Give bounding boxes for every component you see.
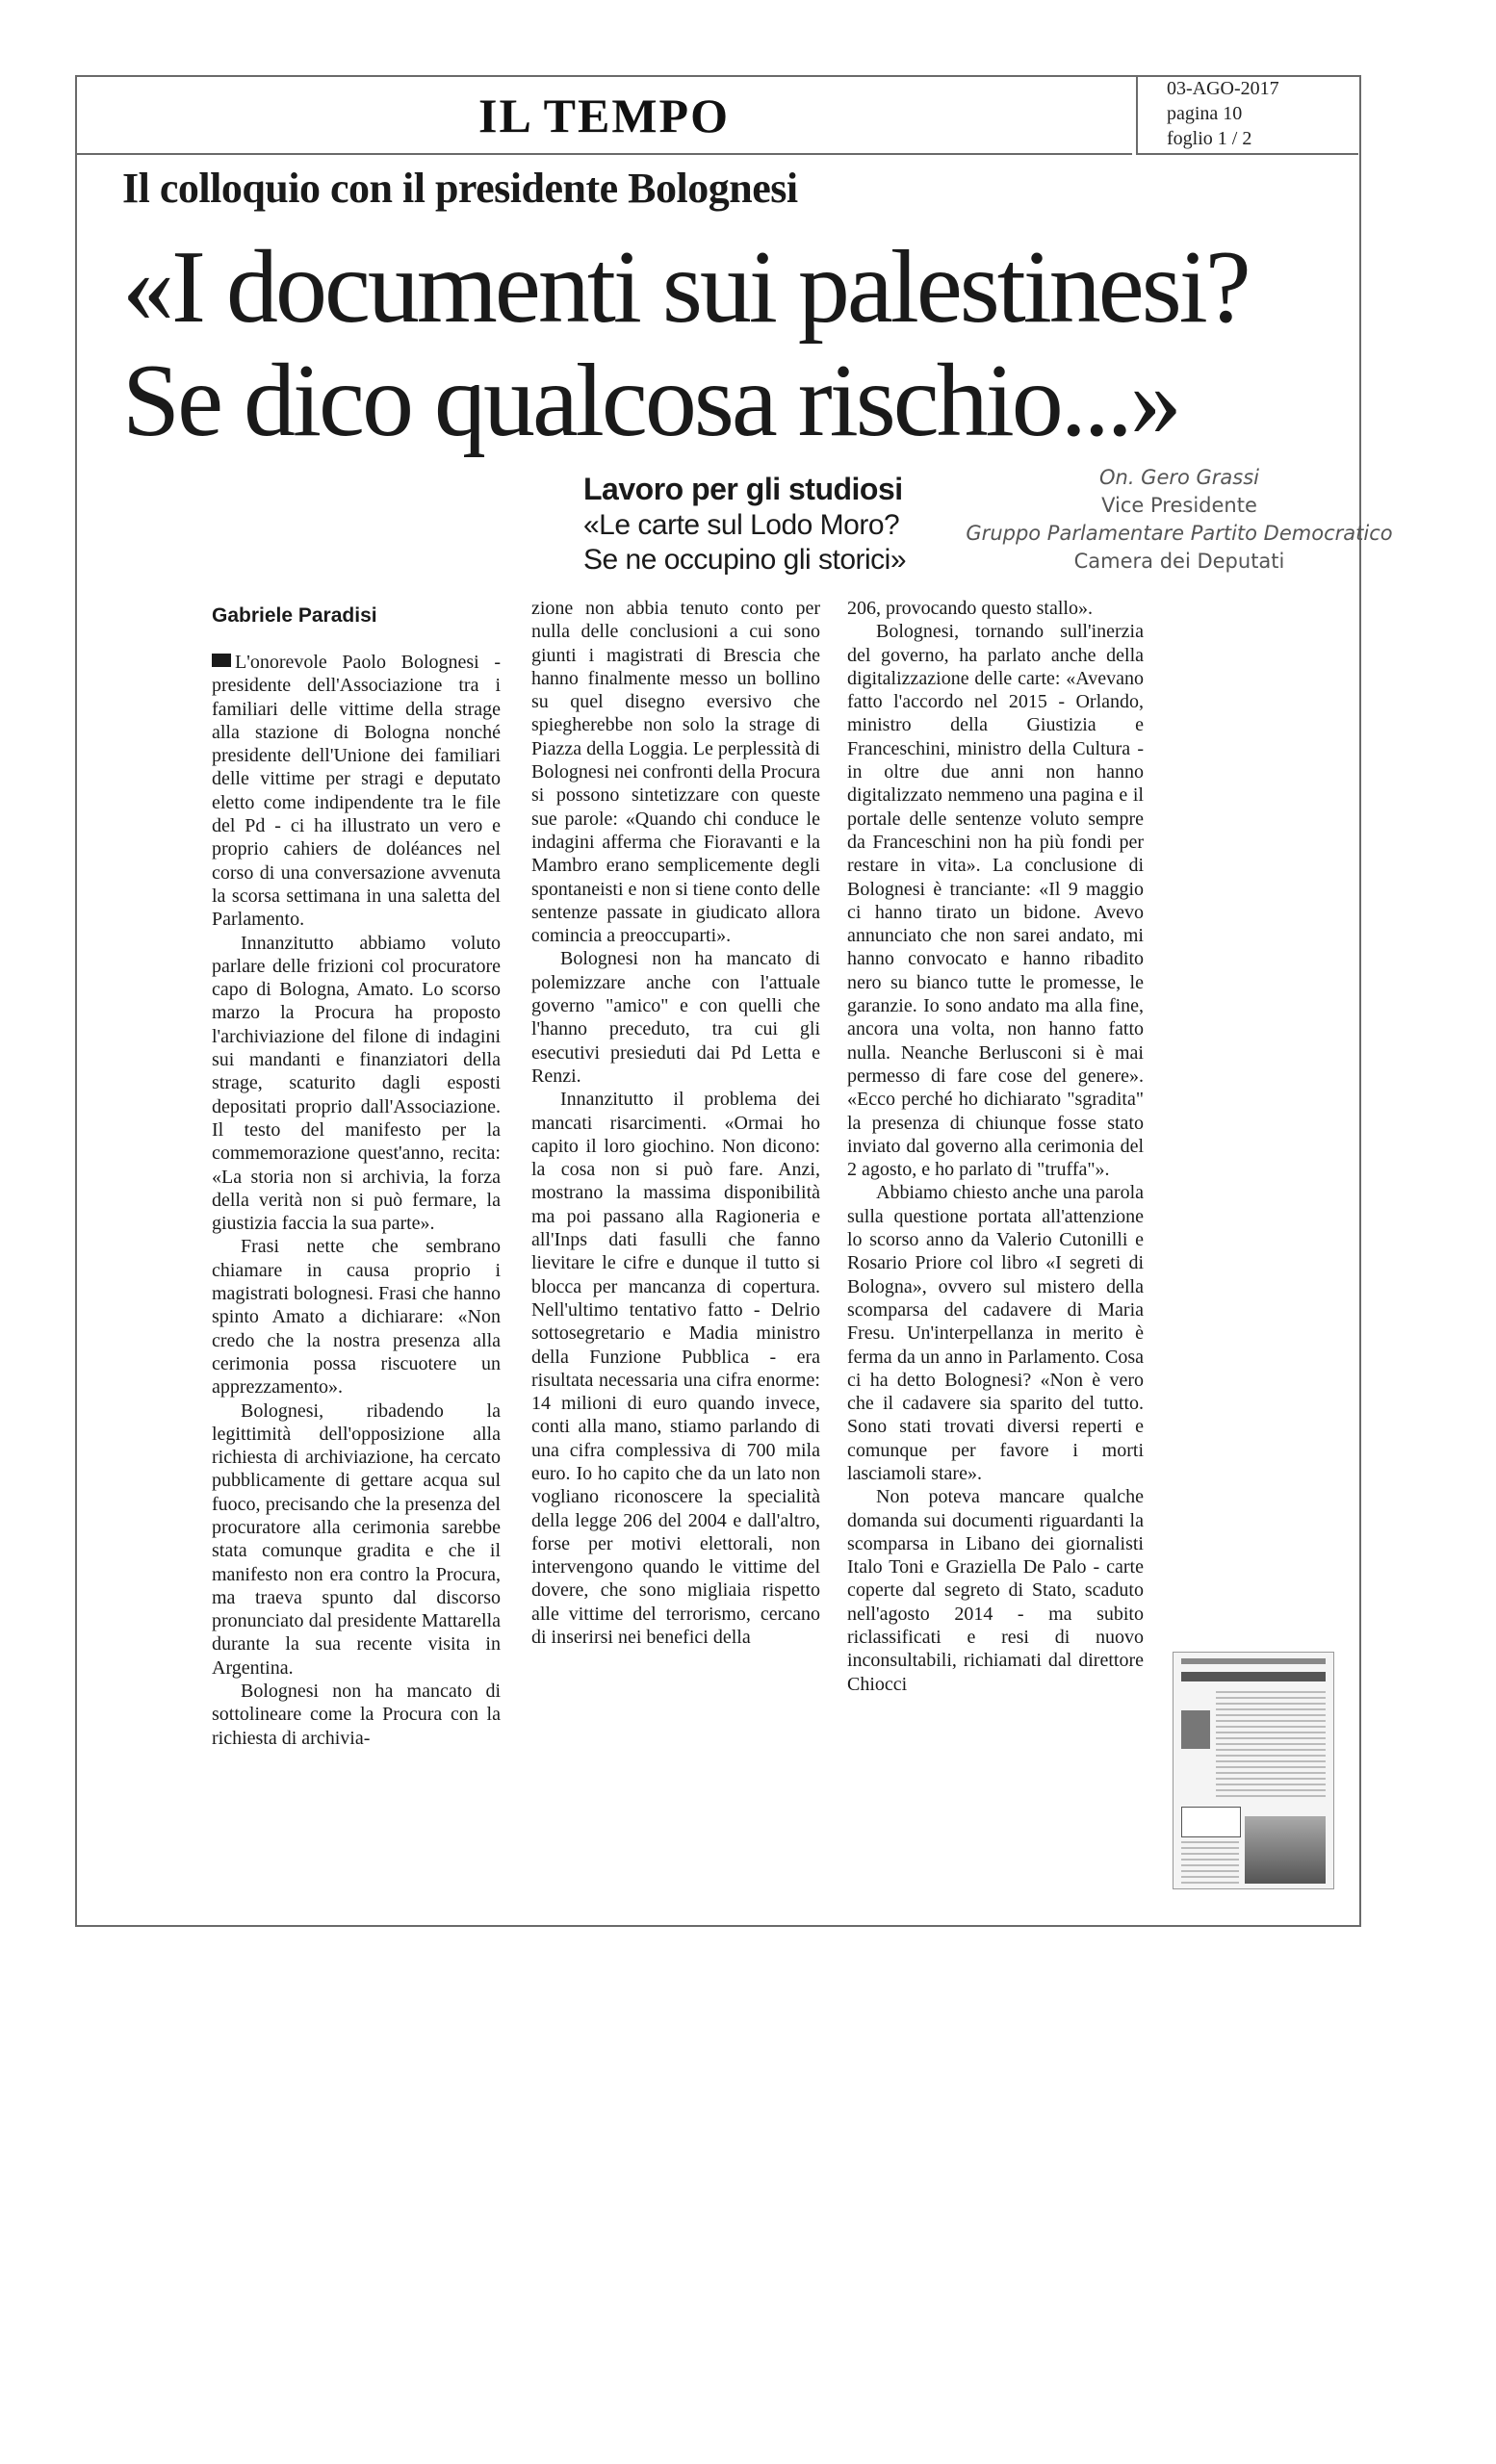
paragraph xyxy=(212,651,501,932)
paragraph: 206, provocando questo stallo». xyxy=(847,598,1093,619)
article-subhead xyxy=(583,470,906,578)
paragraph: Bolognesi non ha mancato di polemizzare anche con l'attuale governo "amico" e con quelli che l'hanno preceduto, tra cui gli esecutivi presieduti dai Pd Letta e Renzi. xyxy=(531,948,820,1087)
masthead xyxy=(76,76,1132,155)
newspaper-name: IL TEMPO xyxy=(478,89,730,142)
stamp-chamber: Camera dei Deputati xyxy=(1073,550,1285,573)
paragraph: Abbiamo chiesto anche una parola sulla questione portata all'attenzione lo scorso anno da Valerio Cutonilli e Rosario Priore col libro «I segreti di Bologna», ovvero sul mistero della scomparsa del cadavere di Maria Fresu. Un'interpellanza in merito è ferma da un anno in Parlamento. Cosa ci ha detto Bolognesi? «Non è vero che il cadavere sia sparito del tutto. Sono stati trovati diversi reperti e comunque per favore i morti lasciamoli stare». xyxy=(847,1182,1144,1484)
parliament-stamp xyxy=(963,464,1396,576)
article-column-3 xyxy=(847,597,1144,1696)
paragraph-text: L'onorevole Paolo Bolognesi - presidente dell'Associazione tra i familiari delle vittime della strage alla stazione di Bologna nonché presidente dell'Unione dei familiari delle vittime per stragi e deputato eletto come indipendente tra le file del Pd - ci ha illustrato un vero e proprio cahiers de doléances nel corso di una conversazione avvenuta la scorsa settimana in una saletta del Parlamento. xyxy=(212,652,501,931)
page-thumbnail xyxy=(1173,1652,1334,1889)
paragraph: Frasi nette che sembrano chiamare in causa proprio i magistrati bolognesi. Frasi che hanno spinto Amato a dichiarare: «Non credo che la nostra presenza alla cerimonia possa riscuotere un apprezzamento». xyxy=(212,1236,501,1399)
paragraph: Non poteva mancare qualche domanda sui documenti riguardanti la scomparsa in Libano dei giornalisti Italo Toni e Graziella De Palo - carte coperte dal segreto di Stato, scaduto nell'agosto 2014 - ma subito riclassificati e resi di nuovo inconsultabili, richiamati dal direttore Chiocci xyxy=(847,1486,1144,1695)
clipping-date: 03-AGO-2017 xyxy=(1167,78,1279,99)
headline-line-2: Se dico qualcosa rischio...» xyxy=(122,344,1179,458)
paragraph: Bolognesi, tornando sull'inerzia del governo, ha parlato anche della digitalizzazione delle carte: «Avevano fatto l'accordo nel 2015 - Orlando, ministro della Giustizia e Franceschini, ministro della Cultura - in oltre due anni non hanno digitalizzato nemmeno una pagina e il portale delle sentenze voluto sempre da Franceschini non ha più fondi per restare in vita». La conclusione di Bolognesi è tranciante: «Il 9 maggio ci hanno tirato un bidone. Avevo annunciato che non sarei andato, mi hanno convocato e hanno ribadito nero su bianco tutte le promesse, le garanzie. Io sono andato ma alla fine, ancora una volta, non hanno fatto nulla. Neanche Berlusconi si è mai permesso di fare cose del genere». «Ecco perché ho dichiarato "sgradita" la presenza di chiunque fosse stato inviato dal governo alla cerimonia del 2 agosto, e ho parlato di "truffa"». xyxy=(847,621,1144,1181)
thumbnail-photo xyxy=(1245,1816,1326,1884)
clipping-info-box xyxy=(1136,76,1358,155)
paragraph: Bolognesi, ribadendo la legittimità dell'opposizione alla richiesta di archiviazione, ha cercato pubblicamente di gettare acqua sul fuoco, precisando che la presenza del procuratore alla cerimonia sarebbe stata comunque gradita e che il manifesto non era contro la Procura, ma traeva spunto dal discorso pronunciato dal presidente Mattarella durante la sua recente visita in Argentina. xyxy=(212,1399,501,1679)
thumbnail-quote-box xyxy=(1181,1807,1241,1837)
article-column-2 xyxy=(531,597,820,1649)
bullet-square-icon xyxy=(212,654,231,667)
stamp-role: Vice Presidente xyxy=(1101,494,1257,517)
subhead-line-1: «Le carte sul Lodo Moro? xyxy=(583,509,900,541)
clipping-sheet: foglio 1 / 2 xyxy=(1167,128,1252,149)
article-kicker: Il colloquio con il presidente Bolognesi xyxy=(122,165,798,212)
paragraph: Bolognesi non ha mancato di sottolineare come la Procura con la richiesta di archivia- xyxy=(212,1681,501,1749)
thumbnail-text xyxy=(1216,1691,1326,1797)
thumbnail-header xyxy=(1181,1658,1326,1664)
paragraph: Innanzitutto abbiamo voluto parlare delle frizioni col procuratore capo di Bologna, Amato. Lo scorso marzo la Procura ha proposto l'archiviazione del filone di indagini sui mandanti e finanziatori della strage, scaturito dagli esposti depositati proprio dall'Associazione. Il testo del manifesto per la commemorazione quest'anno, recita: «La storia non si archivia, la forza della verità non si può fermare, la giustizia faccia la sua parte». xyxy=(212,932,501,1235)
subhead-title: Lavoro per gli studiosi xyxy=(583,472,903,506)
thumbnail-text xyxy=(1181,1841,1239,1884)
headline-line-1: «I documenti sui palestinesi? xyxy=(122,230,1249,345)
stamp-group: Gruppo Parlamentare Partito Democratico xyxy=(966,522,1393,545)
thumbnail-title xyxy=(1181,1672,1326,1681)
paragraph: Innanzitutto il problema dei mancati risarcimenti. «Ormai ho capito il loro giochino. Non dicono: la cosa non si può fare. Anzi, mostrano la massima disponibilità ma poi passano alla Ragioneria e all'Inps dati fasulli che fanno lievitare le cifre e dunque il tutto si blocca per mancanza di copertura. Nell'ultimo tentativo fatto - Delrio sottosegretario e Madia ministro della Funzione Pubblica - era risultata necessaria una cifra enorme: 14 milioni di euro quando invece, conti alla mano, stiamo parlando di una cifra complessiva di 700 mila euro. Io ho capito che da un lato non vogliano riconoscere la specialità della legge 206 del 2004 e dall'altro, forse per motivi elettorali, non intervengono quando le vittime del dovere, che sono migliaia rispetto alle vittime del terrorismo, cercano di inserirsi nei benefici della xyxy=(531,1089,820,1649)
thumbnail-photo xyxy=(1181,1710,1210,1749)
article-column-1 xyxy=(212,651,501,1750)
paragraph: zione non abbia tenuto conto per nulla delle conclusioni a cui sono giunti i magistrati di Brescia che hanno finalmente messo un bollino su quel disegno eversivo che spiegherebbe non solo la strage di Piazza della Loggia. Le perplessità di Bolognesi nei confronti della Procura si possono sintetizzare con queste sue parole: «Quando chi conduce le indagini afferma che Fioravanti e la Mambro erano semplicemente degli spontaneisti e non si tiene conto delle sentenze passate in giudicato allora comincia a preoccuparti». xyxy=(531,598,820,947)
clipping-page: pagina 10 xyxy=(1167,103,1243,124)
subhead-line-2: Se ne occupino gli storici» xyxy=(583,544,907,576)
article-byline: Gabriele Paradisi xyxy=(212,604,377,627)
stamp-name: On. Gero Grassi xyxy=(1098,466,1260,489)
article-headline xyxy=(122,231,1354,458)
